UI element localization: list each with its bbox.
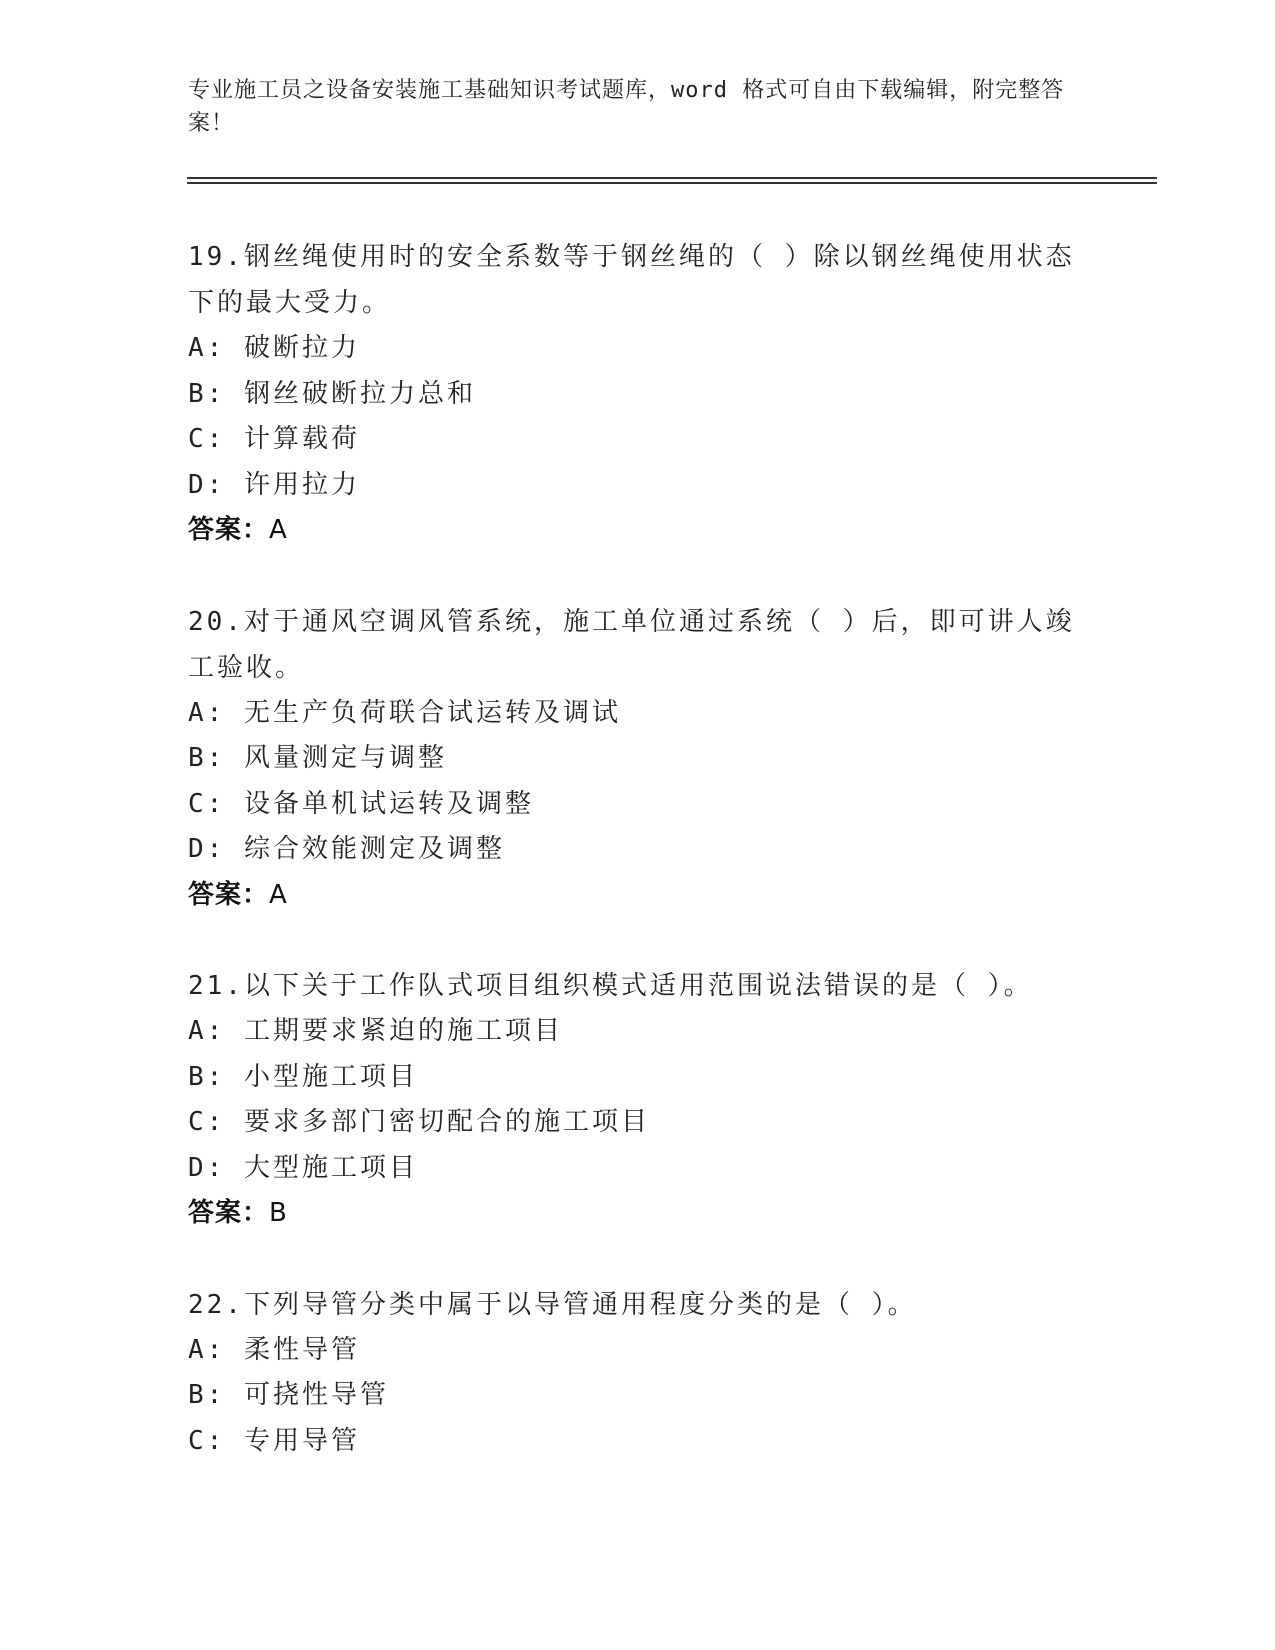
option-a: A: 柔性导管	[188, 1334, 360, 1365]
option-a: A: 破断拉力	[188, 333, 360, 363]
header-divider-top	[187, 177, 1157, 179]
header-divider-bottom	[187, 182, 1157, 184]
header-note: 专业施工员之设备安装施工基础知识考试题库，word 格式可自由下载编辑，附完整答案！	[188, 78, 1065, 136]
option-c: C: 要求多部门密切配合的施工项目	[188, 1107, 650, 1137]
question-stem: 22.下列导管分类中属于以导管通用程度分类的是（ ）。	[188, 1289, 917, 1320]
option-b: B: 小型施工项目	[188, 1061, 418, 1092]
answer-label: 答案：	[188, 1198, 270, 1228]
answer-line	[188, 508, 1088, 554]
answer-value: A	[269, 515, 288, 545]
question-22	[188, 1282, 1088, 1465]
question-stem: 20.对于通风空调风管系统，施工单位通过系统（ ）后，即可讲人竣工验收。	[188, 606, 1075, 683]
answer-label: 答案：	[188, 515, 270, 545]
question-20	[188, 599, 1088, 919]
option-b: B: 可挠性导管	[188, 1380, 389, 1410]
question-19	[188, 234, 1088, 554]
answer-line	[188, 1191, 1088, 1237]
option-b: B: 风量测定与调整	[188, 743, 447, 773]
answer-value: A	[269, 879, 288, 910]
option-c: C: 设备单机试运转及调整	[188, 788, 534, 819]
option-c: C: 计算载荷	[188, 424, 360, 454]
option-a: A: 工期要求紧迫的施工项目	[188, 1016, 563, 1046]
question-stem: 21.以下关于工作队式项目组织模式适用范围说法错误的是（ ）。	[188, 971, 1033, 1001]
option-a: A: 无生产负荷联合试运转及调试	[188, 697, 621, 728]
answer-value: B	[269, 1198, 288, 1228]
option-d: D: 大型施工项目	[188, 1152, 418, 1183]
answer-line	[188, 873, 1088, 919]
answer-label: 答案：	[188, 879, 270, 910]
option-c: C: 专用导管	[188, 1425, 360, 1456]
question-21	[188, 963, 1088, 1237]
question-stem: 19.钢丝绳使用时的安全系数等于钢丝绳的（ ）除以钢丝绳使用状态下的最大受力。	[188, 242, 1075, 318]
option-d: D: 综合效能测定及调整	[188, 834, 505, 864]
option-d: D: 许用拉力	[188, 469, 360, 500]
question-list	[188, 234, 1088, 1509]
option-b: B: 钢丝破断拉力总和	[188, 378, 476, 409]
